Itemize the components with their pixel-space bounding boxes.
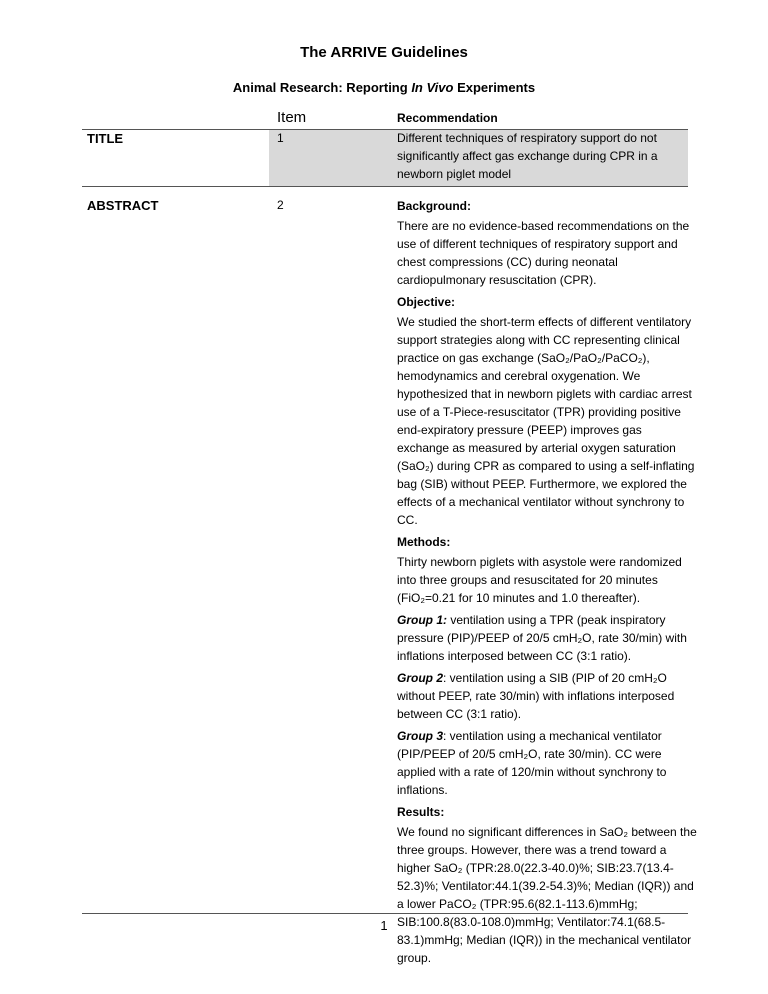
section-label-abstract: ABSTRACT bbox=[87, 198, 159, 213]
title-recommendation bbox=[397, 129, 697, 183]
title-text: Different techniques of respiratory support do not significantly affect gas exchange during CPR in a newborn piglet model bbox=[397, 131, 658, 181]
group-2-label: Group 2 bbox=[397, 671, 444, 685]
group-3-text: : ventilation using a mechanical ventilator (PIP/PEEP of 20/5 cmH₂O, rate 30/min). CC were applied with a rate of 120/min without synchrony to inflations. bbox=[397, 729, 667, 797]
abstract-recommendation bbox=[397, 197, 697, 971]
item-number-title: 1 bbox=[277, 131, 284, 145]
methods-text: Thirty newborn piglets with asystole were randomized into three groups and resuscitated for 20 minutes (FiO₂=0.21 for 10 minutes and 1.0 thereafter). bbox=[397, 555, 682, 605]
background-heading: Background: bbox=[397, 199, 472, 213]
group-3-description bbox=[397, 727, 697, 799]
page-title: The ARRIVE Guidelines bbox=[300, 44, 468, 61]
title-row-bottom-rule bbox=[82, 186, 688, 187]
methods-heading: Methods: bbox=[397, 535, 451, 549]
objective-text: We studied the short-term effects of different ventilatory support strategies along with CC representing clinical practice on gas exchange (SaO₂/PaO₂/PaCO₂), hemodynamics and cerebral oxygenation. We hypothesized that in newborn piglets with cardiac arrest use of a T-Piece-resuscitator (TPR) providing positive end-expiratory pressure (PEEP) improves gas exchange as measured by arterial oxygen saturation (SaO₂) during CPR as compared to using a self-inflating bag (SIB) without PEEP. Furthermore, we explored the effects of a mechanical ventilator without synchrony to CC. bbox=[397, 315, 695, 527]
footer-rule bbox=[82, 913, 688, 914]
group-2-text: : ventilation using a SIB (PIP of 20 cmH₂O without PEEP, rate 30/min) with inflations interposed between CC (3:1 ratio). bbox=[397, 671, 675, 721]
group-1-text: ventilation using a TPR (peak inspiratory pressure (PIP)/PEEP of 20/5 cmH₂O, rate 30/min) with inflations interposed between CC (3:1 ratio). bbox=[397, 613, 687, 663]
results-heading: Results: bbox=[397, 805, 445, 819]
recommendation-column-header: Recommendation bbox=[397, 111, 498, 125]
item-number-abstract: 2 bbox=[277, 198, 284, 212]
item-column-header: Item bbox=[277, 109, 307, 126]
objective-heading: Objective: bbox=[397, 295, 456, 309]
group-3-label: Group 3 bbox=[397, 729, 444, 743]
page-number: 1 bbox=[380, 918, 388, 933]
group-2-description bbox=[397, 669, 697, 723]
group-1-description bbox=[397, 611, 697, 665]
background-text: There are no evidence-based recommendations on the use of different techniques of respiratory support and chest compressions (CC) during neonatal cardiopulmonary resuscitation (CPR). bbox=[397, 219, 690, 287]
results-text: We found no significant differences in SaO₂ between the three groups. However, there was a trend toward a higher SaO₂ (TPR:28.0(22.3-40.0)%; SIB:23.7(13.4-52.3)%; Ventilator:44.1(39.2-54.3)%; Median (IQR)) and a lower PaCO₂ (TPR:95.6(82.1-113.6)mmHg; SIB:100.8(83.0-108.0)mmHg; Ventilator:74.1(68.5-83.1)mmHg; Median (IQR)) in the mechanical ventilator group. bbox=[397, 825, 697, 965]
subtitle-prefix: Animal Research: Reporting bbox=[232, 80, 412, 95]
group-1-label: Group 1: bbox=[397, 613, 447, 627]
page-subtitle bbox=[0, 80, 768, 95]
subtitle-italic: In Vivo bbox=[411, 80, 454, 95]
subtitle-suffix: Experiments bbox=[453, 80, 536, 95]
section-label-title: TITLE bbox=[87, 131, 124, 146]
